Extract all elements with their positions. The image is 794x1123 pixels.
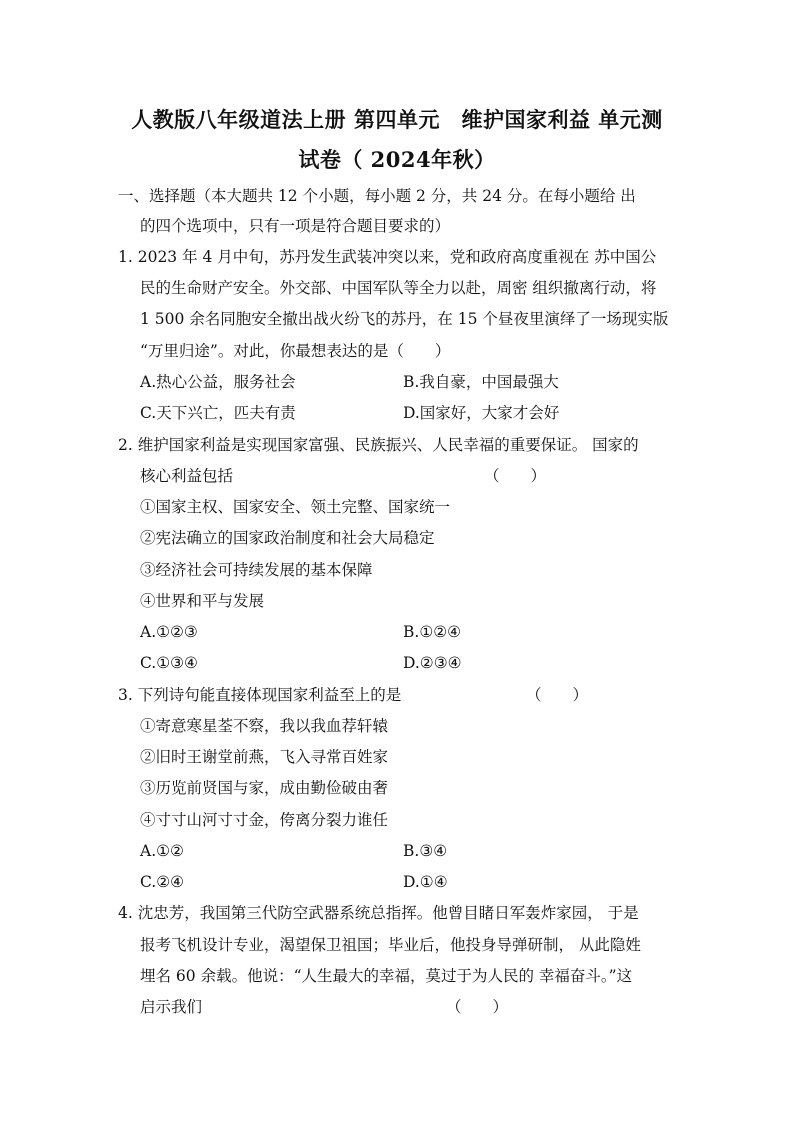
q3-option-c: C.②④ xyxy=(140,873,185,891)
q1-text-line-4: “万里归途”。对此，你最想表达的是（ ） xyxy=(140,342,451,360)
q3-item-1: ①寄意寒星荃不察，我以我血荐轩辕 xyxy=(140,717,389,735)
q3-item-4: ④寸寸山河寸寸金，侉离分裂力谁任 xyxy=(140,811,389,829)
page-title-line-1: 人教版八年级道法上册 第四单元 维护国家利益 单元测 xyxy=(131,107,663,132)
q1-option-a: A.热心公益，服务社会 xyxy=(140,373,296,391)
q2-answer-paren: （ ） xyxy=(484,467,547,485)
q1-text-line-2: 民的生命财产安全。外交部、中国军队等全力以赴，周密 组织撤离行动，将 xyxy=(140,279,657,297)
q2-item-3: ③经济社会可持续发展的基本保障 xyxy=(140,561,373,579)
q1-option-d: D.国家好，大家才会好 xyxy=(403,404,560,422)
q4-text-line-2: 报考飞机设计专业，渴望保卫祖国；毕业后，他投身导弹研制， 从此隐姓 xyxy=(140,936,641,954)
q4-text-line-4: 启示我们 xyxy=(140,998,203,1016)
q4-answer-paren: （ ） xyxy=(446,998,509,1016)
q4-text-line-1: 4. 沈忠芳，我国第三代防空武器系统总指挥。他曾目睹日军轰炸家园， 于是 xyxy=(118,904,639,922)
q1-option-c: C.天下兴亡，匹夫有责 xyxy=(140,404,296,422)
q3-item-3: ③历览前贤国与家，成由勤俭破由奢 xyxy=(140,779,389,797)
q3-text-line-1: 3. 下列诗句能直接体现国家利益至上的是 xyxy=(118,686,402,704)
q4-text-line-3: 埋名 60 余载。他说：“人生最大的幸福，莫过于为人民的 幸福奋斗。”这 xyxy=(140,967,633,985)
q2-option-a: A.①②③ xyxy=(140,623,198,641)
q1-text-line-1: 1. 2023 年 4 月中旬，苏丹发生武装冲突以来，党和政府高度重视在 苏中国公 xyxy=(118,248,657,266)
q3-item-2: ②旧时王谢堂前燕，飞入寻常百姓家 xyxy=(140,748,389,766)
q2-option-d: D.②③④ xyxy=(403,654,462,672)
q2-item-2: ②宪法确立的国家政治制度和社会大局稳定 xyxy=(140,529,435,547)
q2-item-1: ①国家主权、国家安全、领土完整、国家统一 xyxy=(140,498,451,516)
q3-option-b: B.③④ xyxy=(403,842,448,860)
page-title-line-2: 试卷（ 2024年秋） xyxy=(298,147,496,172)
q3-option-d: D.①④ xyxy=(403,873,448,891)
q1-text-line-3: 1 500 余名同胞安全撤出战火纷飞的苏丹，在 15 个昼夜里演绎了一场现实版 xyxy=(140,310,669,328)
section-heading-cont: 的四个选项中，只有一项是符合题目要求的） xyxy=(140,217,451,235)
q2-text-line-1: 2. 维护国家利益是实现国家富强、民族振兴、人民幸福的重要保证。 国家的 xyxy=(118,436,639,454)
section-heading: 一、选择题（本大题共 12 个小题，每小题 2 分，共 24 分。在每小题给 出 xyxy=(118,187,636,205)
q2-item-4: ④世界和平与发展 xyxy=(140,592,265,610)
q2-option-b: B.①②④ xyxy=(403,623,462,641)
q3-answer-paren: （ ） xyxy=(526,686,589,704)
q3-option-a: A.①② xyxy=(140,842,184,860)
q1-option-b: B.我自豪，中国最强大 xyxy=(403,373,559,391)
q2-option-c: C.①③④ xyxy=(140,654,198,672)
q2-text-line-2: 核心利益包括 xyxy=(140,467,234,485)
